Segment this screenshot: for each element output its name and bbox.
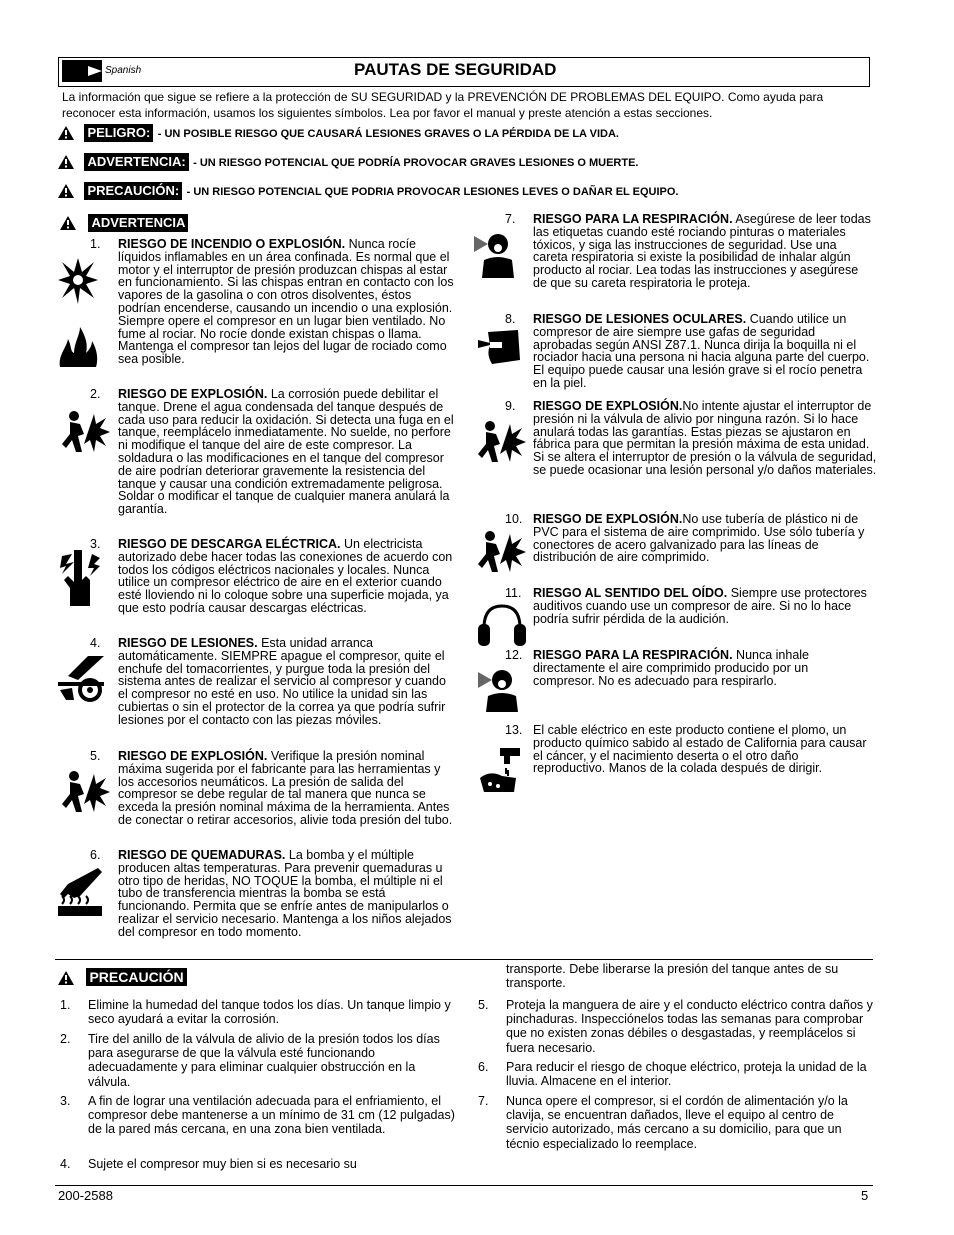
- warning-item: [90, 538, 460, 615]
- signal-row-danger: [58, 124, 619, 142]
- item-number: 3.: [90, 537, 101, 551]
- item-text: Proteja la manguera de aire y el conducto eléctrico contra daños y pinchaduras. Inspecciónelos todas las semanas para comprobar que no existen zonas débiles o desgastadas, y reemplácelos si fuera necesario.: [506, 998, 873, 1055]
- item-text: Asegúrese de leer todas las etiquetas cuando esté rociando pinturas o materiales tóxicos, y siga las instrucciones de seguridad. Use una careta respiratoria si existe la posibilidad de inhalar algún producto al rociar. Lea todas las instrucciones y asegúrese de que su careta respiratoria le proteja.: [533, 212, 871, 290]
- item-title: RIESGO AL SENTIDO DEL OÍDO.: [533, 586, 728, 600]
- signal-description: - UN POSIBLE RIESGO QUE CAUSARÁ LESIONES GRAVES O LA PÉRDIDA DE LA VIDA.: [157, 128, 619, 140]
- language-label: Spanish: [105, 65, 142, 76]
- item-number: 13.: [505, 723, 523, 737]
- caution-item: [60, 1032, 455, 1089]
- item-number: 3.: [60, 1094, 71, 1108]
- item-number: 2.: [90, 387, 101, 401]
- signal-description: - UN RIESGO POTENCIAL QUE PODRIA PROVOCAR LESIONES LEVES O DAÑAR EL EQUIPO.: [186, 186, 679, 198]
- item-title: RIESGO DE EXPLOSIÓN.: [533, 399, 683, 413]
- item-title: RIESGO DE DESCARGA ELÉCTRICA.: [118, 537, 341, 551]
- page-title: PAUTAS DE SEGURIDAD: [354, 60, 557, 79]
- item-title: RIESGO DE EXPLOSIÓN.: [118, 387, 268, 401]
- caution-item-continuation: [478, 962, 873, 990]
- warning-item: [505, 213, 873, 290]
- caution-item: [478, 998, 873, 1055]
- item-number: 12.: [505, 648, 523, 662]
- item-text: Cuando utilice un compresor de aire siempre use gafas de seguridad aprobadas según ANSI Z87.1. Nunca dirija la boquilla ni el rociador hacia una persona ni hacia alguna parte del cuerpo. El equipo puede causar una lesión grave si el rocío penetra en la piel.: [533, 312, 870, 390]
- item-number: 6.: [478, 1060, 489, 1074]
- warning-triangle-icon: [58, 155, 74, 169]
- page-number: 5: [861, 1188, 869, 1203]
- item-title: RIESGO DE EXPLOSIÓN.: [533, 512, 683, 526]
- warning-item: [505, 313, 873, 390]
- item-title: RIESGO PARA LA RESPIRACIÓN.: [533, 212, 733, 226]
- warning-item: [505, 649, 871, 687]
- warning-triangle-icon: [58, 184, 74, 198]
- item-number: 8.: [505, 312, 516, 326]
- item-number: 1.: [90, 237, 101, 251]
- signal-label: PELIGRO:: [84, 124, 153, 142]
- item-text: La corrosión puede debilitar el tanque. Drene el agua condensada del tanque después de cada uso para reducir la oxidación. Si detecta una fuga en el tanque, reemplácelo inmediatamente. No suelde, no perfore ni modifique el tanque del aire de este compresor. La soldadura o las modificaciones en el tanque del compresor de aire podrían deteriorar gravemente la resistencia del tanque y causar una condición extremadamente peligrosa. Soldar o modificar el tanque de cualquier manera anulará la garantía.: [118, 387, 454, 517]
- item-text: Siempre use protectores auditivos cuando use un compresor de aire. Si no lo hace podría sufrir pérdida de la audición.: [533, 586, 867, 626]
- item-title: RIESGO PARA LA RESPIRACIÓN.: [533, 648, 733, 662]
- item-text: Verifique la presión nominal máxima sugerida por el fabricante para las herramientas y los accesorios neumáticos. La presión de salida del compresor se debe regular de tal manera que nunca se exceda la presión nominal máxima de la herramienta. Antes de conectar o retirar accesorios, alivie toda presión del tubo.: [118, 749, 453, 827]
- warning-item: [505, 513, 871, 564]
- document-number: 200-2588: [58, 1188, 113, 1203]
- item-number: 7.: [478, 1094, 489, 1108]
- footer-divider: [55, 1185, 873, 1186]
- warning-item: [90, 238, 456, 366]
- item-title: RIESGO DE LESIONES.: [118, 636, 258, 650]
- intro-text: La información que sigue se refiere a la protección de SU SEGURIDAD y la PREVENCIÓN DE PROBLEMAS DEL EQUIPO. Como ayuda para reconocer esta información, usamos los siguientes símbolos. Lea por favor el manual y preste atención a estas secciones.: [62, 90, 824, 120]
- item-text: Elimine la humedad del tanque todos los días. Un tanque limpio y seco ayudará a evitar la corrosión.: [88, 998, 451, 1027]
- item-title: RIESGO DE QUEMADURAS.: [118, 848, 286, 862]
- item-title: RIESGO DE EXPLOSIÓN.: [118, 749, 268, 763]
- warning-triangle-icon: [58, 971, 74, 985]
- caution-item: [60, 998, 455, 1026]
- language-tab-icon: [62, 60, 102, 82]
- caution-section-label: PRECAUCIÓN: [86, 968, 186, 986]
- item-text: Esta unidad arranca automáticamente. SIEMPRE apague el compresor, quite el enchufe del tomacorrientes, y purgue toda la presión del sistema antes de realizar el servicio al compresor y cuando el compresor no esté en uso. No utilice la unidad sin las cubiertas o sin el protector de la correa ya que podría sufrir lesiones por el contacto con las piezas móviles.: [118, 636, 446, 727]
- item-text: No intente ajustar el interruptor de presión ni la válvula de alivio por ninguna razón. Si lo hace anulará todas las garantías. Estas piezas se ajustaron en fábrica para que permitan la presión máxima de esta unidad. Si se altera el interruptor de presión o la válvula de seguridad, se puede ocasionar una lesión personal y/o daños materiales.: [533, 399, 877, 477]
- item-text: Sujete el compresor muy bien si es necesario su: [88, 1157, 357, 1171]
- item-text: El cable eléctrico en este producto contiene el plomo, un producto químico sabido al estado de California para causar el cáncer, y el nacimiento deserta o el otro daño reproductivo. Manos de la colada después de dirigir.: [533, 723, 867, 776]
- item-number: 7.: [505, 212, 516, 226]
- warning-triangle-icon: [60, 216, 76, 230]
- warning-section-header: [60, 214, 188, 232]
- item-text: No use tubería de plástico ni de PVC para el sistema de aire comprimido. Use sólo tubería y conectores de acero galvanizado para las líneas de distribución de aire comprimido.: [533, 512, 865, 565]
- signal-label: PRECAUCIÓN:: [84, 182, 182, 200]
- item-number: 9.: [505, 399, 516, 413]
- signal-label: ADVERTENCIA:: [84, 153, 188, 171]
- warning-section-label: ADVERTENCIA: [88, 214, 188, 232]
- item-number: 10.: [505, 512, 523, 526]
- item-number: 4.: [90, 636, 101, 650]
- signal-row-caution: [58, 182, 678, 200]
- item-number: 11.: [505, 586, 522, 600]
- warning-triangle-icon: [58, 126, 74, 140]
- item-number: 6.: [90, 848, 101, 862]
- caution-item: [60, 1094, 455, 1137]
- item-title: RIESGO DE LESIONES OCULARES.: [533, 312, 747, 326]
- warning-item: [505, 724, 871, 775]
- caution-section-header: [58, 968, 187, 987]
- item-text: transporte. Debe liberarse la presión del tanque antes de su transporte.: [506, 962, 839, 991]
- item-text: A fin de lograr una ventilación adecuada para el enfriamiento, el compresor debe mantenerse a un mínimo de 31 cm (12 pulgadas) de la pared más cercana, en una zona bien ventilada.: [88, 1094, 455, 1137]
- warning-item: [90, 637, 454, 727]
- warning-item: [505, 587, 875, 625]
- item-number: 5.: [478, 998, 489, 1012]
- item-number: 5.: [90, 749, 101, 763]
- warning-item: [505, 400, 877, 477]
- item-number: 1.: [60, 998, 71, 1012]
- item-title: RIESGO DE INCENDIO O EXPLOSIÓN.: [118, 237, 346, 251]
- item-number: 4.: [60, 1157, 71, 1171]
- item-number: 2.: [60, 1032, 71, 1046]
- item-text: Tire del anillo de la válvula de alivio de la presión todos los días para asegurarse de que la válvula esté funcionando adecuadamente y para eliminar cualquier obstrucción en la válvula.: [88, 1032, 440, 1089]
- caution-item: [478, 1094, 878, 1151]
- caution-item: [478, 1060, 873, 1088]
- signal-description: - UN RIESGO POTENCIAL QUE PODRÍA PROVOCAR GRAVES LESIONES O MUERTE.: [193, 157, 639, 169]
- item-text: Para reducir el riesgo de choque eléctrico, proteja la unidad de la lluvia. Almacene en el interior.: [506, 1060, 867, 1089]
- caution-item: [60, 1157, 455, 1171]
- item-text: Nunca opere el compresor, si el cordón de alimentación y/o la clavija, se encuentran dañados, lleve el equipo al centro de servicio autorizado, más cercano a su domicilio, para que un técnio especializado lo reemplace.: [506, 1094, 848, 1151]
- warning-item: [90, 388, 458, 516]
- warning-item: [90, 750, 458, 827]
- item-text: Un electricista autorizado debe hacer todas las conexiones de acuerdo con todos los códigos eléctricos nacionales y locales. Nunca utilice un compresor eléctrico de aire en el exterior cuando esté lloviendo ni lo coloque sobre una superficie mojada, ya que esto podría causar descargas eléctricas.: [118, 537, 453, 615]
- warning-item: [90, 849, 456, 939]
- item-text: Nunca inhale directamente el aire comprimido producido por un compresor. No es adecuado para respirarlo.: [533, 648, 810, 688]
- signal-row-warning: [58, 153, 639, 171]
- item-text: La bomba y el múltiple producen altas temperaturas. Para prevenir quemaduras u otro tipo de heridas, NO TOQUE la bomba, el múltiple ni el tubo de transferencia mientras la bomba se está funcionando. Permita que se enfríe antes de manipularlos o realizar el servicio necesario. Mantenga a los niños alejados del compresor en todo momento.: [118, 848, 452, 939]
- item-text: Nunca rocíe líquidos inflamables en un área confinada. Es normal que el motor y el interruptor de presión produzcan chispas al estar en funcionamiento. Si las chispas entran en contacto con los vapores de la gasolina o con otros disolventes, éstos podrían encenderse, causando un incendio o una explosión. Siempre opere el compresor en un lugar bien ventilado. No fume al rociar. No rocíe donde existan chispas o llama. Mantenga el compresor tan lejos del lugar de rociado como sea posible.: [118, 237, 454, 367]
- section-divider: [55, 959, 873, 960]
